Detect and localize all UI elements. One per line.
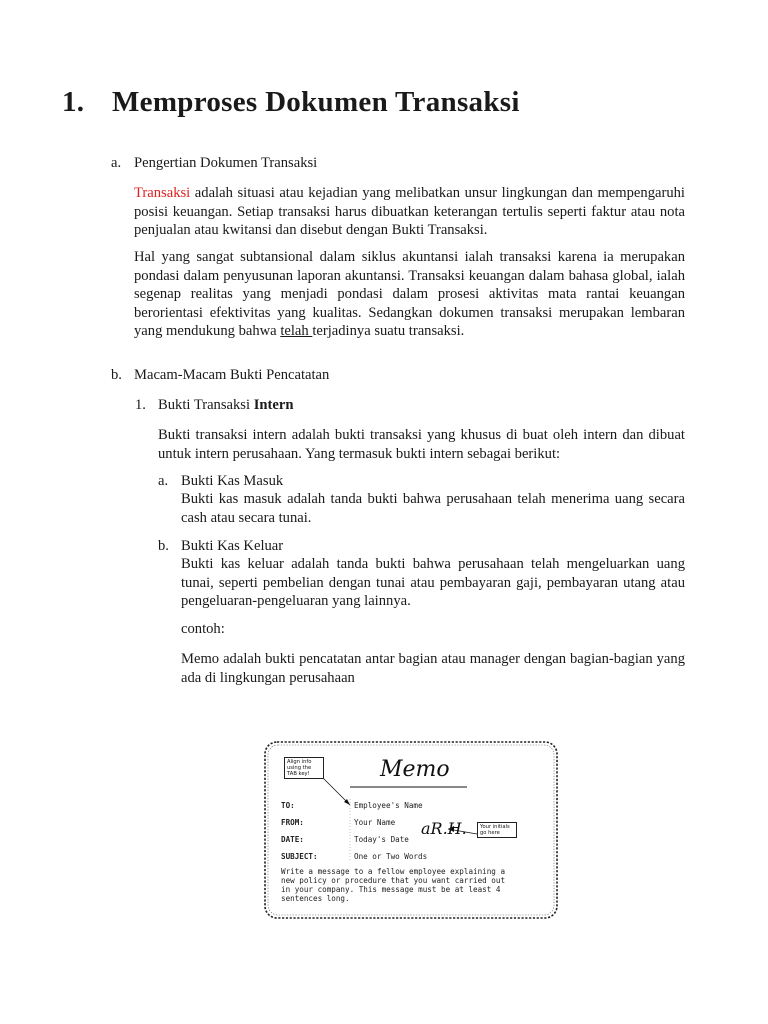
term-transaksi: Transaksi: [134, 185, 191, 201]
memo-body-line: in your company. This message must be at least 4: [281, 885, 501, 894]
memo-body-line: new policy or procedure that you want carried out: [281, 876, 506, 885]
paragraph-transaksi: [134, 184, 685, 240]
field-to-value: Employee's Name: [354, 801, 423, 810]
field-subject-value: One or Two Words: [354, 852, 428, 861]
callout-tab-key: Align info using the TAB key!: [284, 757, 324, 779]
subsection-1-title: [158, 396, 293, 415]
section-b-marker: b.: [111, 367, 122, 383]
paragraph-subtansional-end: terjadinya suatu transaksi.: [312, 323, 465, 339]
contoh-label: contoh:: [181, 621, 225, 637]
item-a-title: Bukti Kas Masuk: [181, 473, 284, 489]
memo-figure: [262, 739, 560, 921]
paragraph-memo: Memo adalah bukti pencatatan antar bagian atau manager dengan bagian-bagian yang ada di lingkungan perusahaan: [181, 651, 685, 686]
heading-number: 1.: [62, 86, 85, 118]
subsection-1-title-bold: Intern: [253, 397, 294, 413]
paragraph-subtansional-text: Hal yang sangat subtansional dalam siklus akuntansi ialah transaksi karena ia merupakan pondasi dalam penyusunan laporan akuntansi. Transaksi keuangan dalam bahasa global, ialah segenap realitas yang menjadi pondasi dalam prosesi aktivitas mata rantai keuangan berorientasi efektivitas yang kualitas. Sedangkan dokumen transaksi merupakan lembaran yang mendukung bahwa: [134, 249, 685, 339]
initials-signature: aR.H.: [421, 819, 467, 838]
item-b-title: Bukti Kas Keluar: [181, 538, 284, 554]
item-a-marker: a.: [158, 473, 169, 489]
section-a-title: Pengertian Dokumen Transaksi: [134, 155, 318, 171]
field-from-label: FROM:: [281, 818, 304, 827]
underlined-telah: telah: [280, 323, 313, 339]
memo-body-line: sentences long.: [281, 894, 350, 903]
paragraph-transaksi-text: adalah situasi atau kejadian yang melibatkan unsur lingkungan dan mempengaruhi posisi keuangan. Setiap transaksi harus dibuatkan keterangan tertulis seperti faktur atau nota penjualan atau kwitansi dan disebut dengan Bukti Transaksi.: [134, 185, 685, 238]
paragraph-bukti-intern: Bukti transaksi intern adalah bukti transaksi yang khusus di buat oleh intern dan dibuat untuk intern perusahaan. Yang termasuk bukti intern sebagai berikut:: [158, 427, 685, 462]
field-date-value: Today's Date: [354, 835, 409, 844]
page-title: [62, 86, 520, 119]
subsection-1-title-text: Bukti Transaksi: [158, 397, 254, 413]
paragraph-kas-masuk: Bukti kas masuk adalah tanda bukti bahwa perusahaan telah menerima uang secara cash atau secara tunai.: [181, 491, 685, 526]
section-a-marker: a.: [111, 155, 122, 171]
subsection-1-marker: 1.: [135, 397, 146, 413]
paragraph-kas-keluar: Bukti kas keluar adalah tanda bukti bahwa perusahaan telah mengeluarkan uang tunai, seperti pembelian dengan tunai atau pembayaran gaji, pembayaran utang atau pengeluaran-pengeluaran yang lainnya.: [181, 556, 685, 609]
heading-text: Memproses Dokumen Transaksi: [112, 86, 520, 118]
field-to-label: TO:: [281, 801, 295, 810]
field-date-label: DATE:: [281, 835, 304, 844]
memo-title: Memo: [380, 757, 450, 782]
callout-initials: Your initials go here: [477, 822, 517, 838]
field-subject-label: SUBJECT:: [281, 852, 318, 861]
paragraph-subtansional: [134, 248, 685, 341]
section-b-title: Macam-Macam Bukti Pencatatan: [134, 367, 330, 383]
field-from-value: Your Name: [354, 818, 396, 827]
memo-body-line: Write a message to a fellow employee explaining a: [281, 867, 506, 876]
item-b-marker: b.: [158, 538, 169, 554]
